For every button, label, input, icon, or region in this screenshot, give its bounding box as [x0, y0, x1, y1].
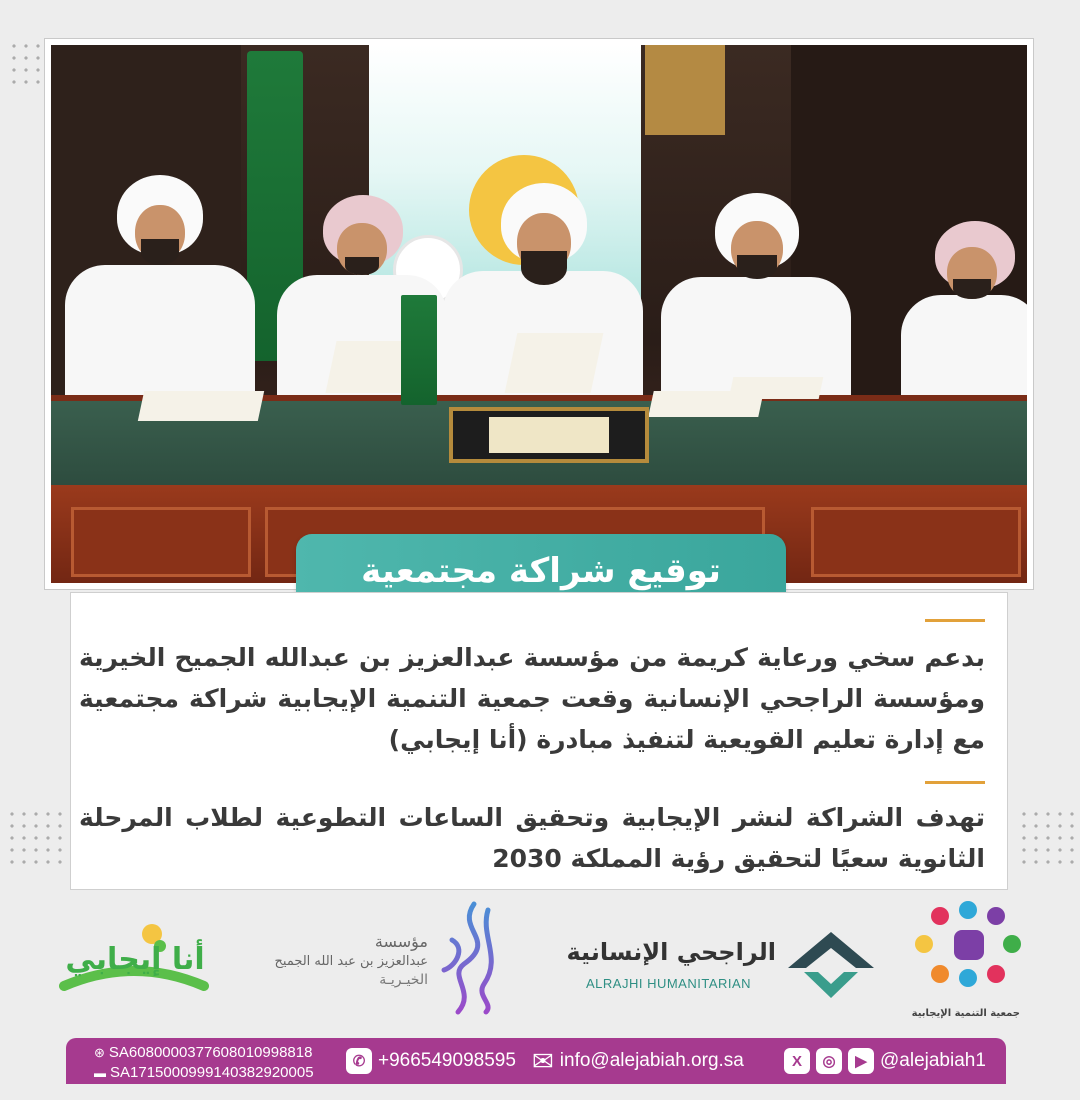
- bank-icon: ⊛: [94, 1044, 105, 1060]
- social-item[interactable]: [784, 1038, 986, 1084]
- divider-top: [925, 619, 985, 622]
- x-icon[interactable]: X: [784, 1048, 810, 1074]
- iban-2: [94, 1064, 314, 1081]
- phone-item[interactable]: [346, 1038, 516, 1084]
- page-title: توقيع شراكة مجتمعية: [361, 551, 721, 591]
- social-handle: @alejabiah1: [880, 1050, 986, 1071]
- signing-ceremony-photo: [51, 45, 1027, 583]
- text-card: [70, 592, 1008, 890]
- aljumaih-text-line3: الخيـريـة: [379, 972, 428, 988]
- alrajhi-arabic-name: الراجحي الإنسانية: [566, 938, 776, 966]
- ana-ijabi-logo-text: أنا إيجابي: [65, 942, 205, 977]
- paragraph-1: بدعم سخي ورعاية كريمة من مؤسسة عبدالعزيز بن عبدالله الجميح الخيرية ومؤسسة الراجحي الإنسانية وقعت جمعية التنمية الإيجابية شراكة مجتمعية مع إدارة تعليم القويعية لتنفيذ مبادرة (أنا إيجابي): [79, 643, 985, 754]
- whatsapp-icon: ✆: [346, 1048, 372, 1074]
- contact-footer: [66, 1038, 1006, 1084]
- alrajhi-english-name: ALRAJHI HUMANITARIAN: [586, 976, 752, 991]
- positive-development-association-logo: [910, 900, 1028, 1006]
- paragraph-2: تهدف الشراكة لنشر الإيجابية وتحقيق الساعات التطوعية لطلاب المرحلة الثانوية سعيًا لتحقيق رؤية المملكة 2030: [79, 803, 985, 873]
- divider-middle: [925, 781, 985, 784]
- mail-icon: ✉: [532, 1046, 554, 1076]
- email-address: info@alejabiah.org.sa: [559, 1050, 744, 1071]
- decorative-dots-right: [1018, 808, 1078, 868]
- photo-frame: [44, 38, 1034, 590]
- iban-1-text: SA6080000377608010998818: [108, 1044, 313, 1061]
- aljumaih-text-line2: عبدالعزيز بن عبد الله الجميح: [274, 954, 428, 969]
- ana-ijabi-logo: [54, 916, 214, 1006]
- iban-1: [94, 1044, 312, 1061]
- instagram-icon[interactable]: ◎: [816, 1048, 842, 1074]
- card-icon: ▬: [94, 1065, 106, 1080]
- aljumaih-calligraphy-logo: [436, 900, 512, 1016]
- decorative-dots-left: [6, 808, 66, 868]
- email-item[interactable]: [532, 1038, 744, 1084]
- phone-number: +966549098595: [378, 1050, 516, 1071]
- alrajhi-logo-mark: [786, 928, 876, 1002]
- decorative-dots-top: [8, 40, 44, 88]
- iban-2-text: SA1715000999140382920005: [110, 1064, 314, 1081]
- aljumaih-text-line1: مؤسسة: [374, 932, 428, 951]
- youtube-icon[interactable]: ▶: [848, 1048, 874, 1074]
- nameplate: [449, 407, 649, 463]
- association-name: جمعية التنمية الإيجابية: [911, 1008, 1020, 1019]
